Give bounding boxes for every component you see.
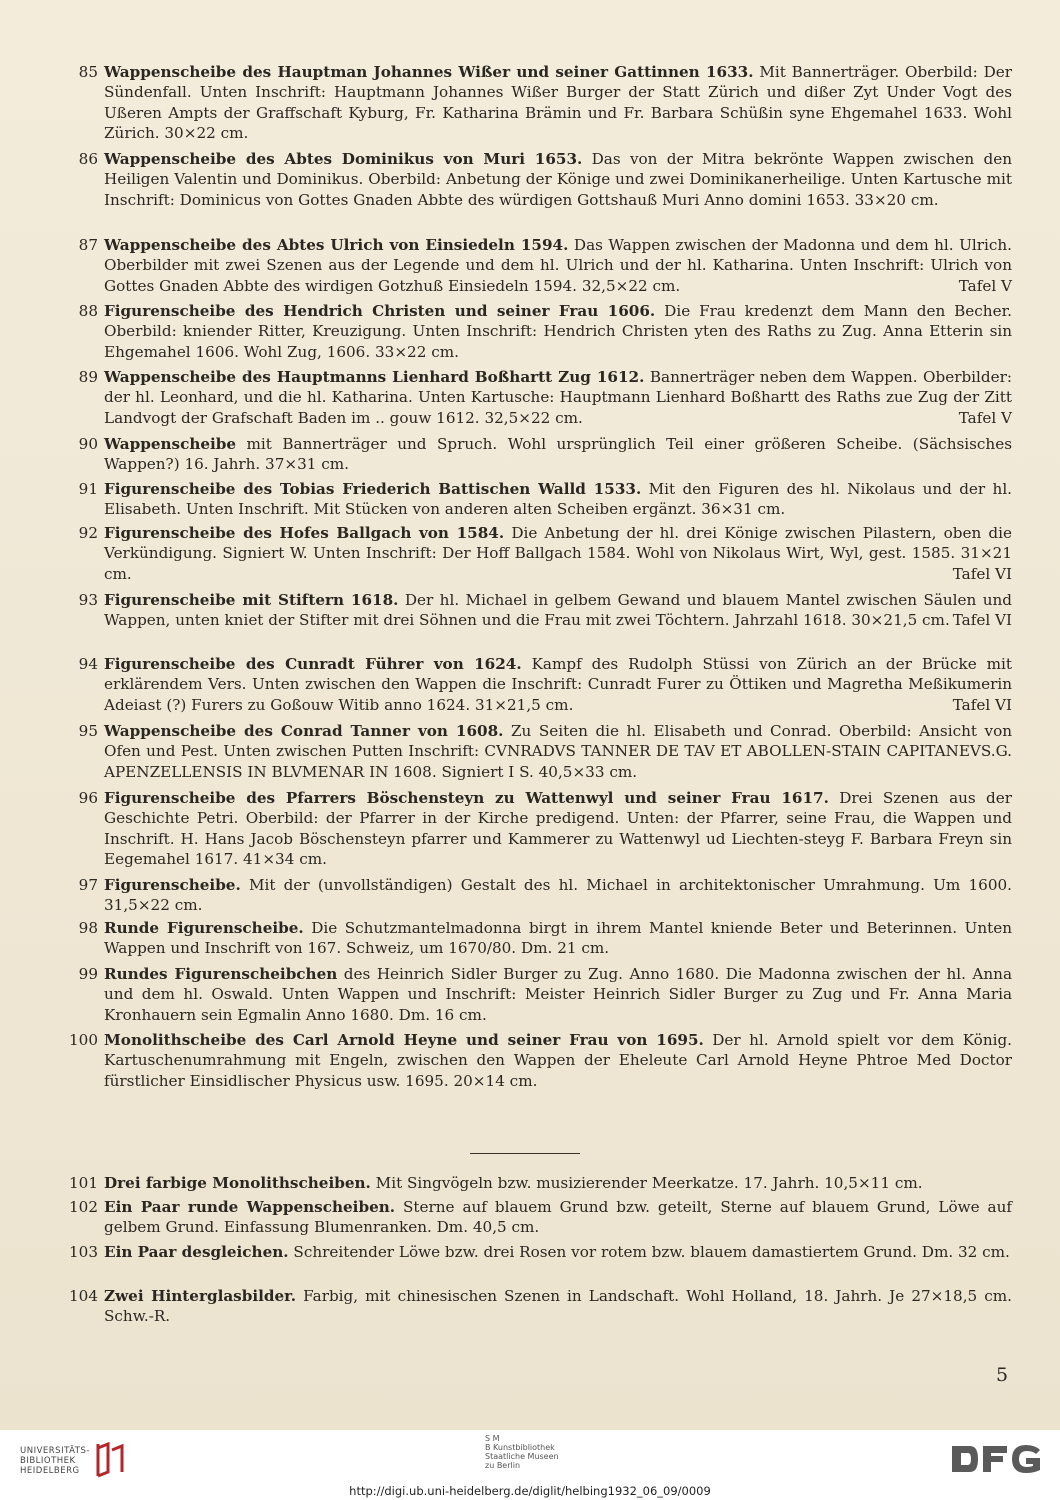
digitization-footer [0,1430,1060,1500]
entry-description: des Heinrich Sidler Burger zu Zug. Anno 1680. Die Madonna zwischen der hl. Anna und dem hl. Oswald. Unten Wappen und Inschrift: Meister Heinrich Sidler Burger zu Zug und Fr. Anna Maria Kronhauern sein Egmalin Anno 1680. Dm. 16 cm. [104,965,1012,1024]
catalog-entries [62,62,1012,1092]
plate-reference: Tafel VI [952,695,1012,714]
entry-title: Runde Figurenscheibe. [104,919,304,937]
entry-number: 92 [78,524,98,542]
entry-description: Zu Seiten die hl. Elisabeth und Conrad. Oberbild: Ansicht von Ofen und Pest. Unten zwischen Putten Inschrift: CVNRADVS TANNER DE TAV ET ABOLLEN-STAIN CAPITANEVS.G. APENZELLENSIS IN BLVMENAR IN 1608. Signiert I S. 40,5×33 cm. [104,722,1012,781]
smb-kunstbibliothek-mark [485,1434,559,1470]
source-url-link[interactable]: http://digi.ub.uni-heidelberg.de/diglit/helbing1932_06_09/0009 [349,1484,711,1498]
entry-description: Schreitender Löwe bzw. drei Rosen vor rotem bzw. blauem damastiertem Grund. Dm. 32 cm. [288,1243,1010,1261]
plate-reference: Tafel VI [952,611,1012,630]
entry-title: Wappenscheibe des Abtes Dominikus von Muri 1653. [104,150,583,168]
entry-number: 90 [78,435,98,453]
entry-description: Mit Bannerträger. Oberbild: Der Sündenfall. Unten Inschrift: Hauptmann Johannes Wißer Burger der Statt Zürich und dißer Zyt Under Vogt des Ußeren Ampts der Graffschaft Kyburg, Fr. Katharina Brämin und Fr. Barbara Schüßin syne Ehgemahel 1633. Wohl Zürich. 30×22 cm. [104,63,1012,142]
catalog-entry [62,235,1012,301]
entry-description: mit Bannerträger und Spruch. Wohl ursprünglich Teil einer größeren Scheibe. (Sächsisches Wappen?) 16. Jahrh. 37×31 cm. [104,435,1012,474]
library-name-line: HEIDELBERG [20,1466,80,1476]
section-divider [470,1153,580,1154]
catalog-entry [62,1242,1012,1286]
catalog-entry [62,918,1012,964]
entry-title: Monolithscheibe des Carl Arnold Heyne und seiner Frau von 1695. [104,1031,704,1049]
entry-title: Wappenscheibe des Hauptmanns Lienhard Boßhartt Zug 1612. [104,368,645,386]
entry-title: Wappenscheibe des Abtes Ulrich von Einsiedeln 1594. [104,236,569,254]
entry-title: Figurenscheibe des Cunradt Führer von 1624. [104,655,522,673]
entry-number: 104 [69,1287,98,1305]
catalog-entry [62,1197,1012,1242]
catalog-entry [62,788,1012,875]
entry-description: Kampf des Rudolph Stüssi von Zürich an der Brücke mit erklärendem Vers. Unten zwischen den Wappen die Inschrift: Cunradt Furer zu Öttiken und Magretha Meßikumerin Adeiast (?) Furers zu Goßouw Witib anno 1624. 31×21,5 cm. [104,655,1012,714]
entry-description: Mit der (unvollständigen) Gestalt des hl. Michael in architektonischer Umrahmung. Um 1600. 31,5×22 cm. [104,876,1012,915]
entry-number: 86 [78,150,98,168]
library-name-line: UNIVERSITÄTS- [20,1446,90,1456]
plate-reference: Tafel V [958,276,1012,295]
university-library-logo-icon [94,1442,126,1478]
entry-number: 98 [78,919,98,937]
catalog-entry [62,62,1012,149]
entry-description: Die Anbetung der hl. drei Könige zwischen Pilastern, oben die Verkündigung. Signiert W. Unten Inschrift: Der Hoff Ballgach 1584. Wohl von Nikolaus Wirt, Wyl, gest. 1585. 31×21 cm. [104,524,1012,583]
entry-number: 102 [69,1198,98,1216]
entry-number: 87 [78,236,98,254]
entry-number: 95 [78,722,98,740]
page-number: 5 [996,1364,1009,1386]
catalog-entry [62,301,1012,367]
entry-number: 88 [78,302,98,320]
entry-title: Figurenscheibe des Tobias Friederich Battischen Walld 1533. [104,480,642,498]
catalog-entry [62,1173,1012,1197]
entry-description: Das Wappen zwischen der Madonna und dem hl. Ulrich. Oberbilder mit zwei Szenen aus der Legende und dem hl. Ulrich und der hl. Katharina. Unten Inschrift: Ulrich von Gottes Gnaden Abbte des wirdigen Gotzhuß Einsiedeln 1594. 32,5×22 cm. [104,236,1012,295]
entry-description: Farbig, mit chinesischen Szenen in Landschaft. Wohl Holland, 18. Jahrh. Je 27×18,5 cm. Schw.-R. [104,1287,1012,1326]
entry-title: Figurenscheibe. [104,876,241,894]
catalog-entry [62,434,1012,479]
entry-number: 103 [69,1243,98,1261]
entry-number: 89 [78,368,98,386]
entry-title: Figurenscheibe des Hofes Ballgach von 1584. [104,524,505,542]
entry-description: Drei Szenen aus der Geschichte Petri. Oberbild: der Pfarrer in der Kirche predigend. Unten: der Pfarrer, seine Frau, die Wappen und Inschrift. H. Hans Jacob Böschensteyn pfarrer und Kammerer zu Wattenwyl ud Liechten-steyg F. Barbara Freyn sin Eegemahel 1617. 41×34 cm. [104,789,1012,868]
entry-description: Mit Singvögeln bzw. musizierender Meerkatze. 17. Jahrh. 10,5×11 cm. [370,1174,923,1192]
entry-title: Figurenscheibe des Hendrich Christen und seiner Frau 1606. [104,302,656,320]
dfg-logo-icon [950,1442,1042,1476]
entry-number: 99 [78,965,98,983]
catalog-entry [62,479,1012,523]
entry-description: Das von der Mitra bekrönte Wappen zwischen den Heiligen Valentin und Dominikus. Oberbild: Anbetung der Könige und zwei Dominikanerheilige. Unten Kartusche mit Inschrift: Dominicus von Gottes Gnaden Abbte des würdigen Gottshauß Muri Anno domini 1653. 33×20 cm. [104,150,1012,209]
entry-description: Die Schutzmantelmadonna birgt in ihrem Mantel kniende Beter und Beterinnen. Unten Wappen und Inschrift von 167. Schweiz, um 1670/80. Dm. 21 cm. [104,919,1012,958]
catalog-entry [62,964,1012,1030]
catalog-entry [62,721,1012,788]
catalog-entries-second-section [62,1173,1012,1330]
entry-number: 91 [78,480,98,498]
entry-description: Der hl. Michael in gelbem Gewand und blauem Mantel zwischen Säulen und Wappen, unten kniet der Stifter mit drei Söhnen und die Frau mit zwei Töchtern. Jahrzahl 1618. 30×21,5 cm. [104,591,1012,630]
entry-title: Wappenscheibe des Conrad Tanner von 1608. [104,722,504,740]
entry-title: Drei farbige Monolithscheiben. [104,1174,371,1192]
catalog-entry [62,875,1012,918]
sm-line: B Kunstbibliothek [485,1443,555,1452]
entry-number: 97 [78,876,98,894]
plate-reference: Tafel VI [952,564,1012,583]
entry-title: Wappenscheibe des Hauptman Johannes Wißer und seiner Gattinnen 1633. [104,63,754,81]
catalog-entry [62,367,1012,434]
sm-line: Staatliche Museen [485,1452,559,1461]
entry-number: 96 [78,789,98,807]
catalog-entry [62,149,1012,235]
entry-title: Ein Paar runde Wappenscheiben. [104,1198,396,1216]
entry-number: 101 [69,1174,98,1192]
catalog-entry [62,1030,1012,1092]
catalog-entry [62,523,1012,590]
entry-description: Der hl. Arnold spielt vor dem König. Kartuschenumrahmung mit Engeln, zwischen den Wappen der Eheleute Carl Arnold Heyne Phtroe Med Doctor fürstlicher Einsidlischer Physicus usw. 1695. 20×14 cm. [104,1031,1013,1090]
library-name [20,1446,90,1476]
entry-description: Mit den Figuren des hl. Nikolaus und der hl. Elisabeth. Unten Inschrift. Mit Stücken von anderen alten Scheiben ergänzt. 36×31 cm. [104,480,1012,519]
entry-title: Ein Paar desgleichen. [104,1243,289,1261]
library-name-line: BIBLIOTHEK [20,1456,76,1466]
catalog-entry [62,654,1012,721]
entry-number: 94 [78,655,98,673]
catalog-entry [62,590,1012,654]
entry-description: Bannerträger neben dem Wappen. Oberbilder: der hl. Leonhard, und die hl. Katharina. Unten Kartusche: Hauptmann Lienhard Boßhartt des Raths zue Zug der Zitt Landvogt der Grafschaft Baden im .. gouw 1612. 32,5×22 cm. [104,368,1012,427]
catalog-entry [62,1286,1012,1330]
entry-title: Wappenscheibe [104,435,237,453]
entry-description: Die Frau kredenzt dem Mann den Becher. Oberbild: kniender Ritter, Kreuzigung. Unten Inschrift: Hendrich Christen yten des Raths zu Zug. Anna Etterin sin Ehgemahel 1606. Wohl Zug, 1606. 33×22 cm. [104,302,1012,361]
entry-description: Sterne auf blauem Grund bzw. geteilt, Sterne auf blauem Grund, Löwe auf gelbem Grund. Einfassung Blumenranken. Dm. 40,5 cm. [104,1198,1012,1237]
entry-title: Rundes Figurenscheibchen [104,965,338,983]
entry-title: Figurenscheibe mit Stiftern 1618. [104,591,399,609]
entry-title: Figurenscheibe des Pfarrers Böschensteyn zu Wattenwyl und seiner Frau 1617. [104,789,829,807]
entry-title: Zwei Hinterglasbilder. [104,1287,297,1305]
entry-number: 85 [78,63,98,81]
sm-line: S M [485,1434,500,1443]
sm-line: zu Berlin [485,1461,521,1470]
plate-reference: Tafel V [958,408,1012,427]
entry-number: 93 [78,591,98,609]
entry-number: 100 [69,1031,98,1049]
